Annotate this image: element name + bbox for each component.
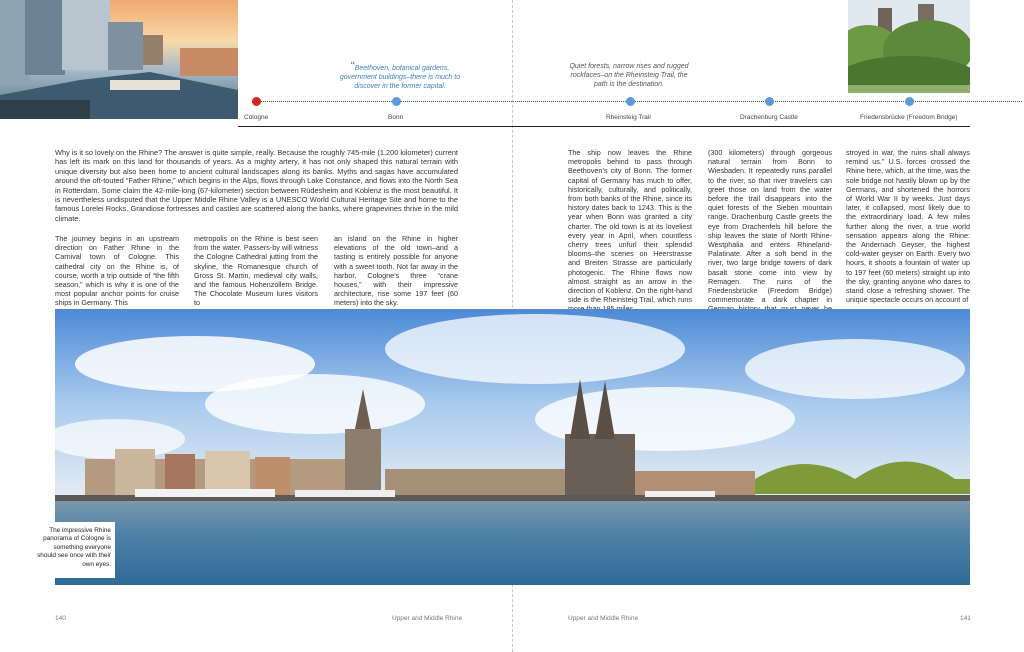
page-number-left: 140 (55, 615, 66, 622)
timeline-marker-cologne (252, 97, 261, 106)
cologne-harbor-photo (0, 0, 238, 119)
timeline-marker-bonn (392, 97, 401, 106)
column-3-text: an island on the Rhine in higher elevations of the old town–and a tasting is entirely possible for anyone with a sweet tooth. Not far away in the harbor, Cologne’s three “crane houses,” with their impressive architecture, rise some 197 feet (60 meters) into the sky. (334, 234, 458, 308)
photo-caption-box (37, 522, 115, 578)
section-title-left: Upper and Middle Rhine (392, 615, 463, 622)
section-title-right: Upper and Middle Rhine (568, 615, 639, 622)
timeline-marker-rheinsteig (626, 97, 635, 106)
intro-paragraph: Why is it so lovely on the Rhine? The answer is quite simple, really. Because the roughly 745-mile (1,200 kilometer) current has left its mark on this land for thousands of years. As a mighty artery, it has not only shaped this natural terrain with unique diversity but also been home to ancient cultural landscapes along its banks. Myths and sagas have accumulated around the oft-touted “Father Rhine,” which begins in the Alps, flows through Lake Constance, and flows into the North Sea in Rotterdam. Some claim the 42-mile-long (67-kilometer) section between Rüdesheim and Koblenz is the most beautiful. It is nevertheless undisputed that the Upper Middle Rhine Valley is a UNESCO World Cultural Heritage Site and home to the famous Lorelei Rocks. Grandiose fortresses and castles are scattered along the banks, where grapevines thrive in the mild climate. (55, 148, 458, 223)
timeline-label-rheinsteig: Rheinsteig Trail (606, 114, 651, 121)
column-1-text: The journey begins in an upstream direction on Father Rhine in the Carnival town of Cologne. This cathedral city on the Rhine is, of course, worth a trip outside of “the fifth season,” which is why it is one of the most popular anchor points for cruise ships in Germany. This (55, 234, 179, 308)
timeline-label-friedensbruecke: Friedensbrücke (Freedom Bridge) (860, 114, 958, 121)
column-5-text: (300 kilometers) through gorgeous natural terrain from Bonn to Wiesbaden. It repeatedly runs parallel to the river, so that river travelers can greet those on land from the water before the trail disappears into the quiet forests of the Sieben mountain range. Drachenburg Castle greets the eye from Drachenfels hill before the ship leaves the state of North Rhine-Westphalia and enters Rhineland-Palatinate. After a soft bend in the river, two large bridge towers of dark basalt stone come into view by Remagen. The ruins of the Friedensbrücke (Freedom Bridge) commemorate a dark chapter in (708, 148, 832, 305)
drachenburg-castle-photo (848, 0, 970, 93)
timeline-marker-drachenburg (765, 97, 774, 106)
timeline-marker-friedensbruecke (905, 97, 914, 106)
rheinsteig-quote: Quiet forests, narrow rises and rugged rockfaces–on the Rheinsteig Trail, the path is the destination. (569, 63, 689, 88)
quote-mark-icon: “ (350, 59, 355, 73)
column-4-text: The ship now leaves the Rhine metropolis behind to pass through Beethoven’s city of Bonn. The former capital of Germany has much to offer, historically, culturally, and politically, from both banks of the Rhine, since its history dates back to 1243. This is the year when Bonn was granted a city charter. The old town is at its loveliest every year in April, when countless cherry trees unfurl their splendid blooms–the scenes on Heerstrasse and Breiten Strasse are particularly photogenic. The Rhine flows now almost straight as an arrow in the direction of Koblenz. On the right-hand side is the Rheinsteig Trail, which runs (568, 148, 692, 305)
page-number-right: 141 (960, 615, 971, 622)
timeline-label-bonn: Bonn (388, 114, 404, 121)
photo-caption: The impressive Rhine panorama of Cologne is something everyone should see once with their own eyes. (37, 527, 111, 568)
column-6-text: stroyed in war, the ruins shall always remind us.” U.S. forces crossed the Rhine here, which, at the time, was the sole bridge not hastily blown up by the Germans, and shortened the horrors of World War II by weeks. Just days later, it collapsed, most likely due to the extraordinary load. A few miles further along the river, a true world sensation appears along the Rhine: the Andernach Geyser, the highest cold-water geyser on Earth. Every two hours, it shoots a fountain of water up to 197 feet (60 meters) straight up into the sky, granting anyone who dares to stand close a refreshing shower. The unique spectacle occurs on account of (846, 148, 970, 305)
bonn-quote (336, 59, 464, 91)
cologne-panorama-photo (55, 309, 970, 585)
column-2-text: metropolis on the Rhine is best seen from the water. Passers-by will witness the Cologne Cathedral jutting from the skyline, the Romanesque church of Gross St. Martin, medieval city walls, and the famous Hohenzollern Bridge. The Chocolate Museum lures visitors to (194, 234, 318, 308)
timeline-label-drachenburg: Drachenburg Castle (740, 114, 798, 121)
header-rule (238, 126, 970, 127)
timeline-label-cologne: Cologne (244, 114, 269, 121)
bonn-quote-text: Beethoven, botanical gardens, government buildings–there is much to discover in the former capital. (339, 65, 461, 90)
